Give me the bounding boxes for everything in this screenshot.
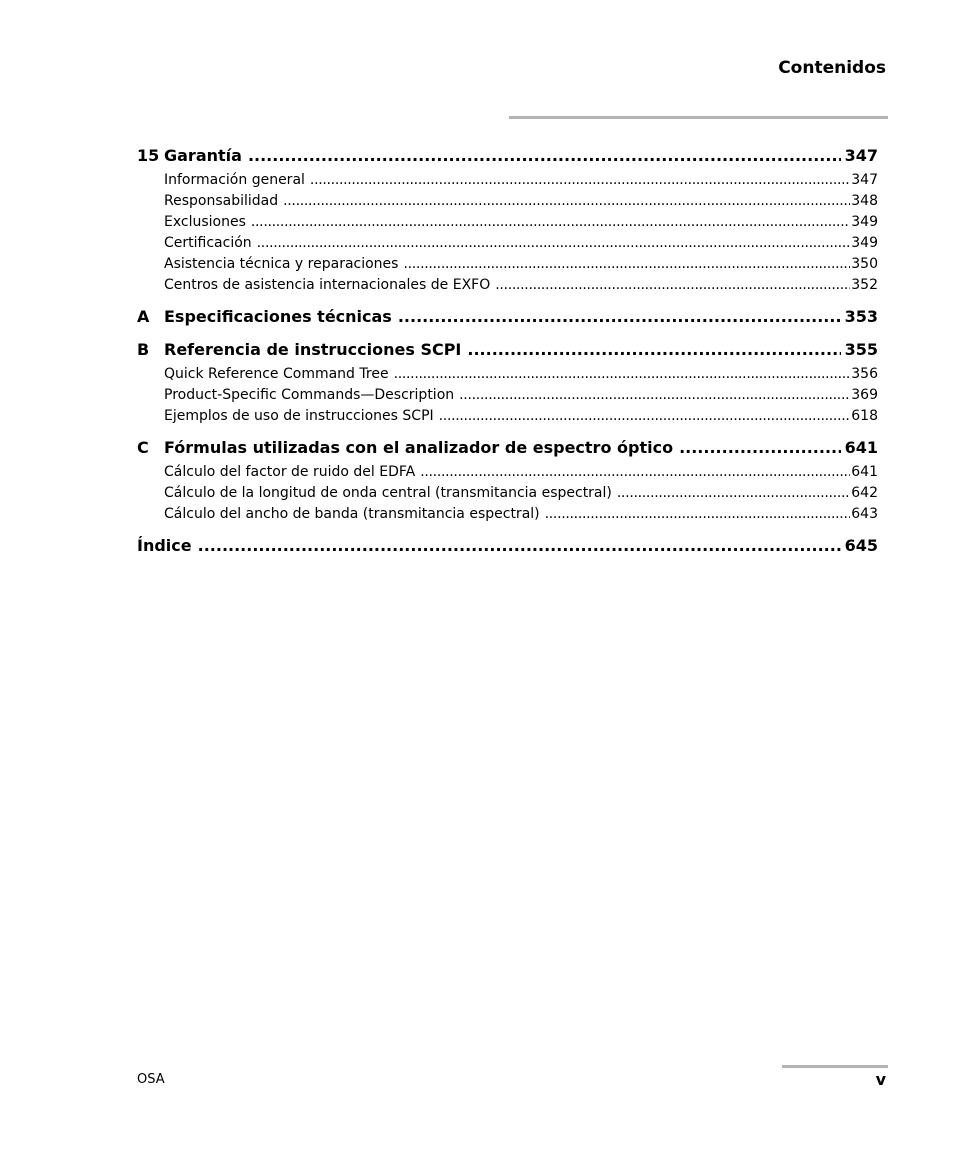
dot-leader: [420, 464, 850, 480]
toc-entry[interactable]: [137, 277, 878, 298]
toc-entry[interactable]: [137, 387, 878, 408]
appendix-b-entries: [137, 366, 878, 429]
dot-leader: [251, 214, 850, 230]
toc-appendix-c[interactable]: [137, 438, 878, 462]
entry-page: 352: [851, 277, 878, 293]
footer-product-name: OSA: [137, 1072, 165, 1087]
entry-page: 642: [851, 485, 878, 501]
toc-entry[interactable]: [137, 256, 878, 277]
appendix-c-entries: [137, 464, 878, 527]
toc-index[interactable]: [137, 536, 878, 560]
chapter-15-entries: [137, 172, 878, 298]
entry-page: 349: [851, 214, 878, 230]
entry-page: 356: [851, 366, 878, 382]
page-header-title: Contenidos: [778, 58, 886, 78]
chapter-number: 15: [137, 146, 160, 165]
entry-title: Centros de asistencia internacionales de EXFO: [164, 277, 491, 293]
dot-leader: [545, 506, 851, 522]
entry-page: 369: [851, 387, 878, 403]
chapter-title: Fórmulas utilizadas con el analizador de espectro óptico: [164, 438, 674, 457]
chapter-number: A: [137, 307, 150, 326]
dot-leader: [398, 307, 841, 326]
chapter-title: Especificaciones técnicas: [164, 307, 392, 326]
entry-title: Cálculo del factor de ruido del EDFA: [164, 464, 416, 480]
chapter-page: 645: [844, 536, 878, 555]
entry-page: 347: [851, 172, 878, 188]
chapter-title: Referencia de instrucciones SCPI: [164, 340, 462, 359]
chapter-number: B: [137, 340, 150, 359]
entry-title: Certificación: [164, 235, 252, 251]
toc-entry[interactable]: [137, 506, 878, 527]
dot-leader: [403, 256, 850, 272]
toc-appendix-a[interactable]: [137, 307, 878, 331]
dot-leader: [310, 172, 850, 188]
entry-title: Asistencia técnica y reparaciones: [164, 256, 399, 272]
toc-entry[interactable]: [137, 408, 878, 429]
dot-leader: [467, 340, 840, 359]
dot-leader: [679, 438, 841, 457]
toc-entry[interactable]: [137, 172, 878, 193]
toc-entry[interactable]: [137, 235, 878, 256]
toc-appendix-b[interactable]: [137, 340, 878, 364]
toc-chapter-15[interactable]: [137, 146, 878, 170]
entry-title: Cálculo del ancho de banda (transmitancia espectral): [164, 506, 540, 522]
entry-title: Información general: [164, 172, 305, 188]
chapter-page: 347: [844, 146, 878, 165]
entry-page: 641: [851, 464, 878, 480]
dot-leader: [617, 485, 850, 501]
chapter-title: Garantía: [164, 146, 242, 165]
entry-title: Cálculo de la longitud de onda central (transmitancia espectral): [164, 485, 612, 501]
chapter-page: 641: [844, 438, 878, 457]
footer-rule: [782, 1065, 888, 1068]
dot-leader: [459, 387, 850, 403]
toc-entry[interactable]: [137, 193, 878, 214]
entry-title: Exclusiones: [164, 214, 246, 230]
dot-leader: [257, 235, 851, 251]
toc-entry[interactable]: [137, 464, 878, 485]
dot-leader: [394, 366, 851, 382]
dot-leader: [198, 536, 841, 555]
table-of-contents: [137, 146, 878, 560]
entry-title: Product-Specific Commands—Description: [164, 387, 455, 403]
entry-title: Responsabilidad: [164, 193, 279, 209]
dot-leader: [495, 277, 850, 293]
entry-page: 349: [851, 235, 878, 251]
entry-title: Ejemplos de uso de instrucciones SCPI: [164, 408, 434, 424]
chapter-title: Índice: [137, 536, 192, 555]
entry-page: 350: [851, 256, 878, 272]
footer-page-number: v: [875, 1070, 886, 1089]
toc-entry[interactable]: [137, 366, 878, 387]
chapter-page: 353: [844, 307, 878, 326]
entry-page: 643: [851, 506, 878, 522]
dot-leader: [439, 408, 851, 424]
entry-page: 618: [851, 408, 878, 424]
chapter-page: 355: [844, 340, 878, 359]
chapter-number: C: [137, 438, 149, 457]
header-rule: [509, 116, 888, 119]
toc-entry[interactable]: [137, 485, 878, 506]
entry-page: 348: [851, 193, 878, 209]
dot-leader: [283, 193, 850, 209]
toc-entry[interactable]: [137, 214, 878, 235]
dot-leader: [248, 146, 841, 165]
entry-title: Quick Reference Command Tree: [164, 366, 389, 382]
